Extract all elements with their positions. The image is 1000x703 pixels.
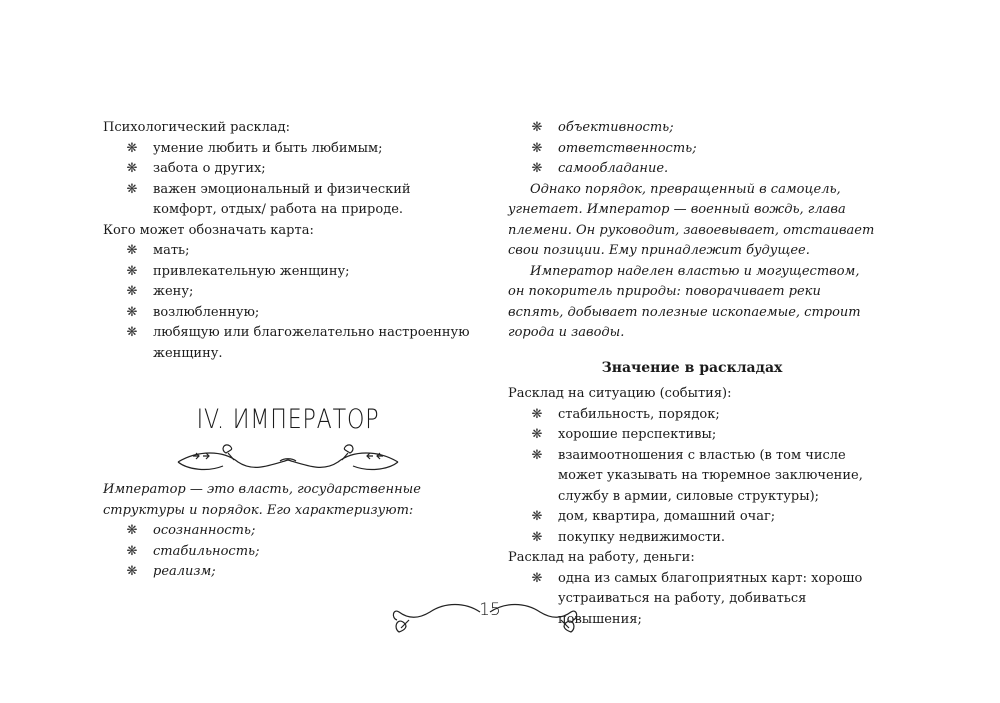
left-column bbox=[103, 118, 473, 364]
list-item: ❋ покупку недвижимости. bbox=[508, 528, 876, 549]
list-item: ❋ взаимоотношения с властью (в том числе может указывать на тюремное заключение, службу в армии, силовые структуры); bbox=[531, 447, 863, 504]
list-item: ❋ привлекательную женщину; bbox=[103, 262, 473, 283]
list-item: ❋ хорошие перспективы; bbox=[508, 425, 876, 446]
flower-bullet-icon: ❋ bbox=[531, 140, 543, 156]
work-heading: Расклад на работу, деньги: bbox=[508, 550, 695, 565]
situation-heading: Расклад на ситуацию (события): bbox=[508, 386, 732, 401]
list-item: ❋ возлюбленную; bbox=[103, 303, 473, 324]
list-item: ❋ важен эмоциональный и физический комфорт, отдых/ работа на природе. bbox=[126, 181, 411, 217]
flower-bullet-icon: ❋ bbox=[531, 406, 543, 422]
flower-bullet-icon: ❋ bbox=[531, 161, 543, 176]
chapter-intro bbox=[103, 480, 473, 583]
flower-bullet-icon: ❋ bbox=[126, 284, 138, 299]
who-list bbox=[103, 241, 473, 364]
right-column bbox=[508, 118, 876, 630]
chapter-title: IV. ИМПЕРАТОР bbox=[196, 404, 380, 435]
flower-bullet-icon: ❋ bbox=[126, 243, 138, 258]
list-item: ❋ дом, квартира, домашний очаг; bbox=[508, 507, 876, 528]
intro-paragraph: Император — это власть, государственные структуры и порядок. Его характеризуют: bbox=[103, 482, 421, 518]
flower-bullet-icon: ❋ bbox=[126, 564, 138, 579]
flower-bullet-icon: ❋ bbox=[126, 181, 138, 197]
list-item: ❋ ответственность; bbox=[508, 139, 876, 160]
flower-bullet-icon: ❋ bbox=[531, 509, 543, 524]
list-item: ❋ любящую или благожелательно настроенную женщину. bbox=[126, 325, 470, 361]
flower-bullet-icon: ❋ bbox=[531, 447, 543, 463]
flower-bullet-icon: ❋ bbox=[531, 570, 543, 586]
list-item: ❋ жену; bbox=[103, 282, 473, 303]
flower-bullet-icon: ❋ bbox=[126, 304, 138, 320]
flower-bullet-icon: ❋ bbox=[126, 543, 138, 559]
flower-bullet-icon: ❋ bbox=[126, 325, 138, 340]
list-item: ❋ объективность; bbox=[508, 118, 876, 139]
paragraph: Однако порядок, превращенный в самоцель, угнетает. Император — военный вождь, глава племени. Он руководит, завоевывает, отстаивает свои позиции. Ему принадлежит будущее. bbox=[508, 181, 875, 258]
section-title: Значение в раскладах bbox=[601, 359, 783, 376]
traits-list bbox=[103, 521, 473, 583]
flower-bullet-icon: ❋ bbox=[126, 263, 138, 279]
psych-heading: Психологический расклад: bbox=[103, 120, 291, 135]
psych-list bbox=[103, 139, 473, 221]
flower-bullet-icon: ❋ bbox=[531, 529, 543, 545]
list-item: ❋ забота о других; bbox=[103, 159, 473, 180]
list-item: ❋ реализм; bbox=[103, 562, 473, 583]
list-item: ❋ самообладание. bbox=[508, 159, 876, 180]
flower-bullet-icon: ❋ bbox=[126, 523, 138, 538]
flower-bullet-icon: ❋ bbox=[126, 140, 138, 156]
who-heading: Кого может обозначать карта: bbox=[103, 222, 314, 238]
flower-bullet-icon: ❋ bbox=[531, 427, 543, 442]
paragraph: Император наделен властью и могуществом, он покоритель природы: поворачивает реки вспять, добывает полезные ископаемые, строит города и заводы. bbox=[508, 263, 861, 340]
list-item: ❋ стабильность, порядок; bbox=[508, 405, 876, 426]
list-item: ❋ умение любить и быть любимым; bbox=[103, 139, 473, 160]
list-item: ❋ стабильность; bbox=[103, 542, 473, 563]
traits-list-continued bbox=[508, 118, 876, 180]
flower-bullet-icon: ❋ bbox=[531, 120, 543, 135]
flower-bullet-icon: ❋ bbox=[126, 161, 138, 176]
situation-list bbox=[508, 405, 876, 549]
list-item: ❋ одна из самых благоприятных карт: хорошо устраиваться на работу, добиваться повышения; bbox=[531, 570, 863, 627]
page-number: 15 bbox=[479, 600, 501, 620]
flourish-divider-icon bbox=[168, 440, 408, 476]
list-item: ❋ осознанность; bbox=[103, 521, 473, 542]
list-item: ❋ мать; bbox=[103, 241, 473, 262]
